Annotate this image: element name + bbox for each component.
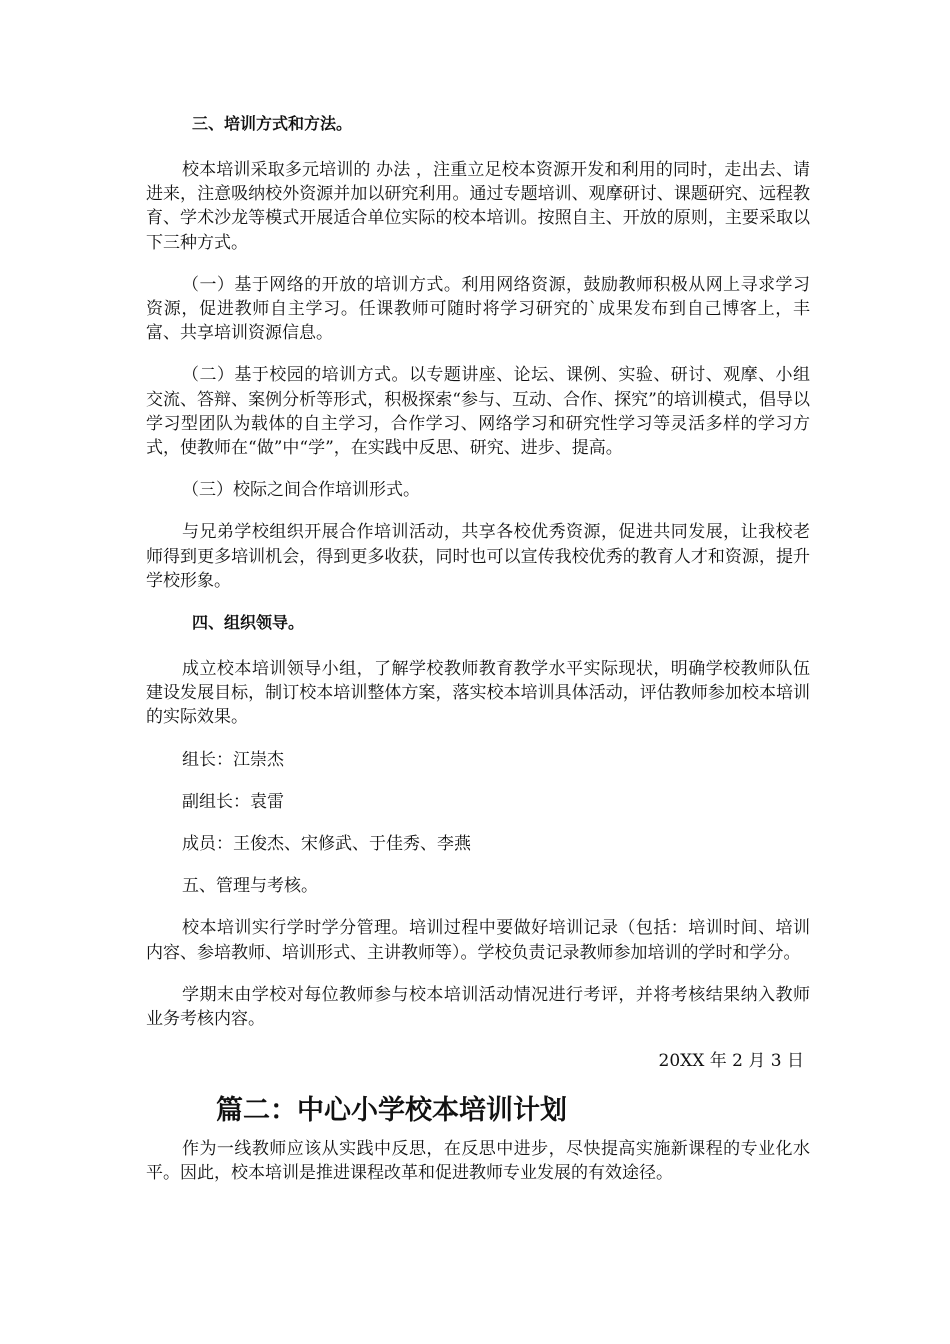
paragraph-management-body-2: 学期末由学校对每位教师参与校本培训活动情况进行考评，并将考核结果纳入教师业务考核内容。 — [146, 984, 810, 1030]
section-heading-training-methods: 三、培训方式和方法。 — [192, 114, 353, 133]
paragraph-inter-school-heading: （三）校际之间合作培训形式。 — [182, 480, 420, 501]
paragraph-members: 成员：王俊杰、宋修武、于佳秀、李燕 — [182, 834, 471, 855]
paragraph-management-body-1: 校本培训实行学时学分管理。培训过程中要做好培训记录（包括：培训时间、培训内容、参培教师、培训形式、主讲教师等）。学校负责记录教师参加培训的学时和学分。 — [146, 918, 810, 963]
paragraph-training-intro: 校本培训采取多元培训的 办法 ，注重立足校本资源开发和利用的同时，走出去、请进来，注意吸纳校外资源并加以研究利用。通过专题培训、观摩研讨、课题研究、远程教育、学术沙龙等模式开展适合单位实际的校本培训。按照自主、开放的原则，主要采取以下三种方式。 — [146, 160, 810, 253]
paragraph-group-leader: 组长：江崇杰 — [182, 749, 284, 770]
paragraph-campus-training: （二）基于校园的培训方式。以专题讲座、论坛、课例、实验、研讨、观摩、小组交流、答辩、案例分析等形式，积极探索“参与、互动、合作、探究”的培训模式，倡导以学习型团队为载体的自主学习，合作学习、网络学习和研究性学习等灵活多样的学习方式，使教师在“做”中“学”，在实践中反思、研究、进步、提高。 — [146, 365, 810, 459]
paragraph-inter-school-body: 与兄弟学校组织开展合作培训活动，共享各校优秀资源，促进共同发展，让我校老师得到更多培训机会，得到更多收获，同时也可以宣传我校优秀的教育人才和资源，提升学校形象。 — [146, 522, 810, 591]
paragraph-organization-body: 成立校本培训领导小组，了解学校教师教育教学水平实际现状，明确学校教师队伍建设发展目标，制订校本培训整体方案，落实校本培训具体活动，评估教师参加校本培训的实际效果。 — [146, 659, 810, 728]
section-heading-organization: 四、组织领导。 — [192, 613, 305, 633]
part-two-title: 篇二：中心小学校本培训计划 — [216, 1095, 567, 1127]
document-date: 20XX 年 2 月 3 日 — [658, 1051, 804, 1072]
paragraph-deputy-leader: 副组长：袁雷 — [182, 791, 284, 812]
paragraph-network-training: （一）基于网络的开放的培训方式。利用网络资源，鼓励教师积极从网上寻求学习资源，促进教师自主学习。任课教师可随时将学习研究的`成果发布到自己博客上，丰富、共享培训资源信息。 — [146, 274, 810, 344]
paragraph-management-heading: 五、管理与考核。 — [182, 876, 318, 897]
paragraph-part-two-intro: 作为一线教师应该从实践中反思，在反思中进步，尽快提高实施新课程的专业化水平。因此，校本培训是推进课程改革和促进教师专业发展的有效途径。 — [146, 1139, 810, 1184]
document-body — [146, 112, 810, 1204]
